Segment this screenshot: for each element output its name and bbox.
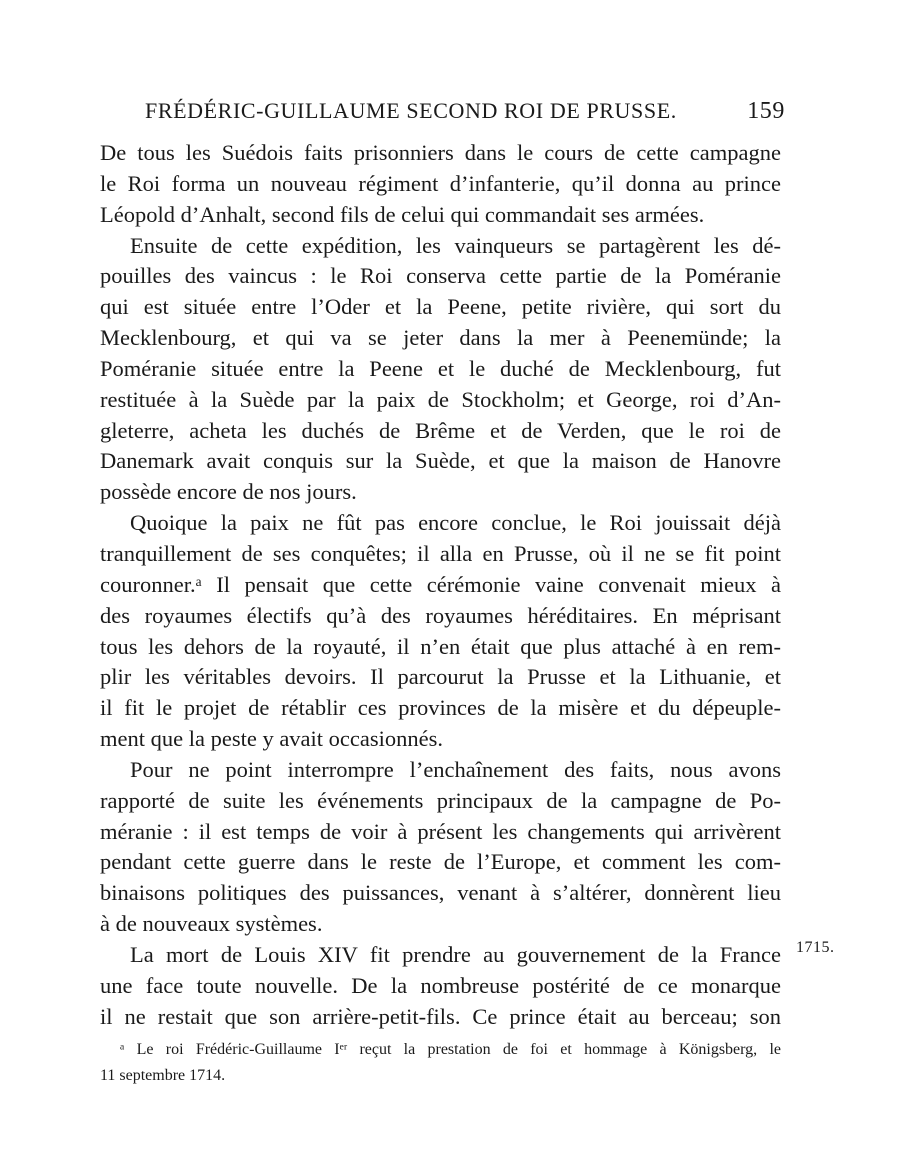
text-line: tranquillement de ses conquêtes; il alla en Prusse, où il ne se fit point	[100, 540, 781, 566]
text-line: La mort de Louis XIV fit prendre au gouvernement de la France	[130, 941, 781, 967]
footnote-line: ᵃ Le roi Frédéric-Guillaume Iᵉʳ reçut la prestation de foi et hommage à Königsberg, le	[120, 1041, 781, 1058]
text-line: Mecklenbourg, et qui va se jeter dans la mer à Peenemünde; la	[100, 325, 781, 351]
text-line: Quoique la paix ne fût pas encore conclue, le Roi jouissait déjà	[130, 510, 781, 536]
text-line: Pour ne point interrompre l’enchaînement des faits, nous avons	[130, 756, 781, 782]
text-line: restituée à la Suède par la paix de Stockholm; et George, roi d’An-	[100, 386, 781, 412]
text-line: rapporté de suite les événements principaux de la campagne de Po-	[100, 787, 781, 813]
text-line: Poméranie située entre la Peene et le duché de Mecklenbourg, fut	[100, 355, 781, 381]
footnote	[100, 1037, 781, 1089]
text-line: Danemark avait conquis sur la Suède, et que la maison de Hanovre	[100, 448, 781, 474]
text-line: à de nouveaux systèmes.	[100, 911, 323, 937]
text-line: ment que la peste y avait occasionnés.	[100, 726, 444, 752]
body-text	[100, 138, 781, 1032]
text-line: une face toute nouvelle. De la nombreuse postérité de ce monarque	[100, 972, 781, 998]
text-line: couronner.ᵃ Il pensait que cette cérémonie vaine convenait mieux à	[100, 571, 781, 597]
text-line: binaisons politiques des puissances, venant à s’altérer, donnèrent lieu	[100, 880, 781, 906]
text-line: gleterre, acheta les duchés de Brême et de Verden, que le roi de	[100, 417, 781, 443]
text-line: Ensuite de cette expédition, les vainqueurs se partagèrent les dé-	[130, 232, 781, 258]
text-line: il fit le projet de rétablir ces provinces de la misère et du dépeuple-	[100, 695, 781, 721]
text-line: il ne restait que son arrière-petit-fils. Ce prince était au berceau; son	[100, 1003, 781, 1029]
text-line: méranie : il est temps de voir à présent les changements qui arrivèrent	[100, 818, 781, 844]
text-line: plir les véritables devoirs. Il parcourut la Prusse et la Lithuanie, et	[100, 664, 781, 690]
margin-year-note: 1715.	[796, 939, 835, 956]
text-line: Léopold d’Anhalt, second fils de celui qui commandait ses armées.	[100, 201, 705, 227]
running-header	[145, 94, 785, 128]
text-line: le Roi forma un nouveau régiment d’infanterie, qu’il donna au prince	[100, 170, 781, 196]
text-line: pendant cette guerre dans le reste de l’Europe, et comment les com-	[100, 849, 781, 875]
text-line: tous les dehors de la royauté, il n’en était que plus attaché à en rem-	[100, 633, 781, 659]
text-line: pouilles des vaincus : le Roi conserva cette partie de la Poméranie	[100, 263, 781, 289]
running-title: FRÉDÉRIC-GUILLAUME SECOND ROI DE PRUSSE.	[145, 98, 677, 123]
text-line: De tous les Suédois faits prisonniers dans le cours de cette campagne	[100, 140, 781, 165]
text-line: possède encore de nos jours.	[100, 479, 357, 505]
text-line: qui est située entre l’Oder et la Peene, petite rivière, qui sort du	[100, 294, 781, 320]
footnote-line: 11 septembre 1714.	[100, 1067, 226, 1084]
page-number: 159	[747, 98, 785, 124]
text-line: des royaumes électifs qu’à des royaumes héréditaires. En méprisant	[100, 602, 781, 628]
